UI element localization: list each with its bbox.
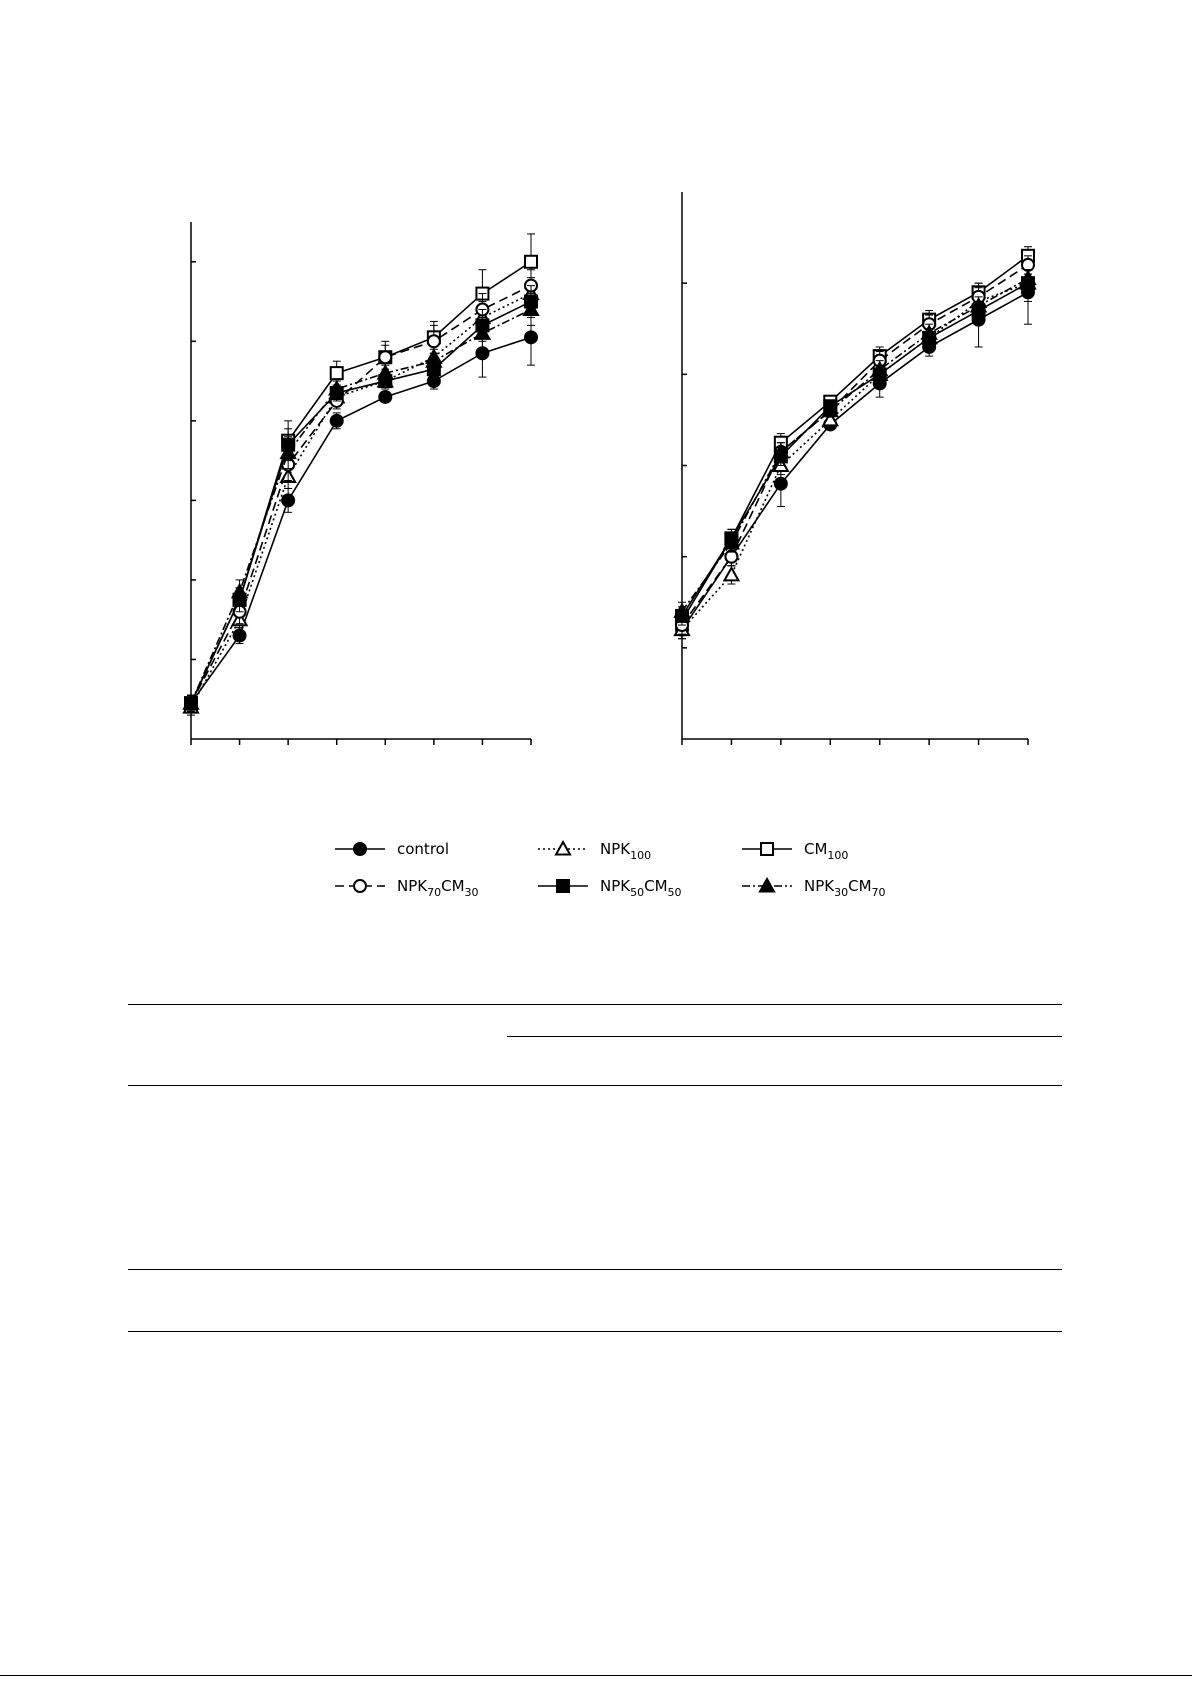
legend-label: [397, 840, 449, 858]
data-point: [331, 367, 343, 379]
series-control: [185, 309, 537, 711]
legend-item-cm100: [742, 840, 848, 862]
legend-label: [804, 840, 848, 862]
legend-label-main: NPK: [600, 877, 631, 895]
legend-marker: [354, 843, 366, 855]
data-point: [525, 256, 537, 268]
panel-a-chart: [184, 222, 538, 745]
series-line: [191, 309, 531, 703]
series-line: [191, 337, 531, 703]
table-top-rule: [128, 1004, 1062, 1005]
data-point: [331, 415, 343, 427]
table-header-sub-rule: [507, 1036, 1062, 1037]
table-bottom-rule: [128, 1331, 1062, 1332]
legend-label-main: NPK: [804, 877, 835, 895]
legend-item-npk30cm70: [742, 877, 886, 899]
legend-label-main: CM: [804, 840, 828, 858]
table-header-rule: [128, 1085, 1062, 1086]
panel-b-chart: [675, 192, 1035, 745]
legend-marker: [354, 880, 366, 892]
legend-label: [600, 877, 682, 899]
table-body-rule: [128, 1269, 1062, 1270]
data-point: [379, 391, 391, 403]
data-point: [282, 494, 294, 506]
data-point: [775, 478, 787, 490]
legend-label-main: control: [397, 840, 449, 858]
legend-label-sub: 50: [630, 886, 645, 899]
page-bottom-rule: [0, 1675, 1192, 1676]
series-npk100: [184, 278, 538, 715]
data-point: [234, 630, 246, 642]
legend-item-npk70cm30: [335, 877, 479, 899]
legend-label: [600, 840, 651, 862]
data-point: [379, 351, 391, 363]
data-point: [428, 335, 440, 347]
legend-label-sub: 30: [834, 886, 849, 899]
legend-label-main: NPK: [600, 840, 631, 858]
legend-item-npk50cm50: [538, 877, 682, 899]
data-point: [724, 568, 738, 581]
legend-label-sub: 70: [427, 886, 442, 899]
legend-item-control: [335, 840, 449, 858]
legend-label-main: NPK: [397, 877, 428, 895]
legend-label-sub2: 30: [464, 886, 479, 899]
series-line: [191, 302, 531, 704]
legend-label: [397, 877, 479, 899]
legend-item-npk100: [538, 840, 651, 862]
legend: [335, 840, 886, 899]
legend-label-sub2: 50: [667, 886, 682, 899]
legend-marker: [761, 843, 773, 855]
legend-label-main2: CM: [848, 877, 872, 895]
data-point: [525, 331, 537, 343]
legend-label-sub2: 70: [871, 886, 886, 899]
legend-label-sub: 100: [827, 849, 849, 862]
legend-marker: [557, 880, 569, 892]
legend-label-sub: 100: [630, 849, 652, 862]
legend-label-main2: CM: [441, 877, 465, 895]
legend-label-main2: CM: [644, 877, 668, 895]
legend-label: [804, 877, 886, 899]
